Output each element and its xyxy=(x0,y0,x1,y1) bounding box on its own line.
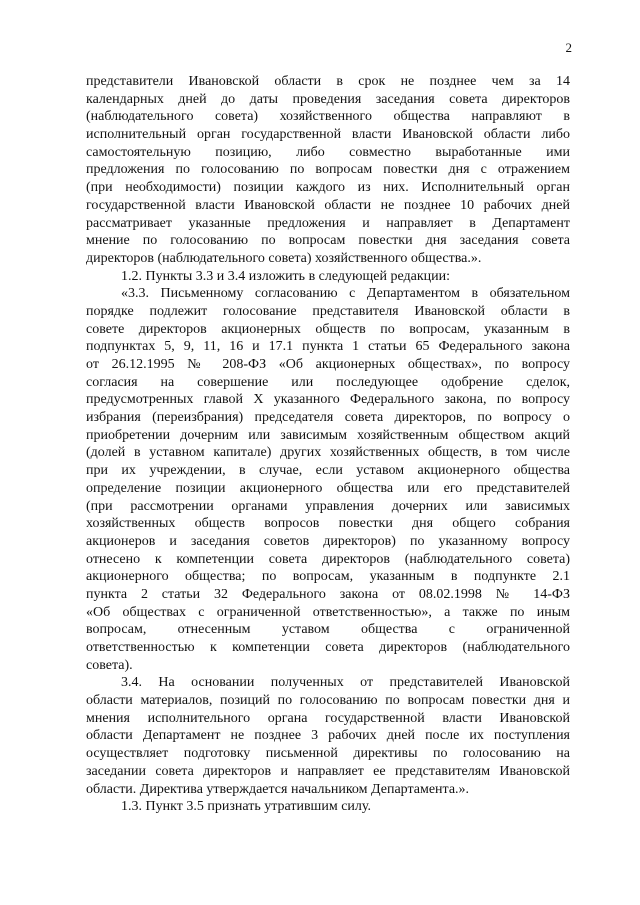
text-line: государственной власти Ивановской области не позднее 10 рабочих дней xyxy=(86,197,570,213)
text-line: предусмотренных главой X указанного Федерального закона, по вопросу xyxy=(86,392,570,408)
document-body xyxy=(86,73,570,816)
text-line: акционерного общества; по вопросам, указанным в подпункте 2.1 xyxy=(86,569,570,585)
paragraph-continuation xyxy=(86,73,570,268)
text-line: календарных дней до даты проведения заседания совета директоров xyxy=(86,91,570,107)
text-line: исполнительный орган государственной власти Ивановской области либо xyxy=(86,127,570,143)
paragraph-item-1-3 xyxy=(86,798,570,816)
text-line: области Департамент не позднее 3 рабочих дней после их поступления xyxy=(86,728,570,744)
text-line: определение позиции акционерного общества или его представителей xyxy=(86,480,570,496)
text-line: хозяйственных обществ вопросов повестки дня общего собрания xyxy=(86,516,570,532)
text-line: области. Директива утверждается начальником Департамента.». xyxy=(86,781,470,797)
text-line: мнения исполнительного органа государственной власти Ивановской xyxy=(86,710,570,726)
text-line: совета). xyxy=(86,657,133,673)
paragraph-clause-3-3 xyxy=(86,285,570,674)
text-line: порядке подлежит голосование представителя Ивановской области в xyxy=(86,303,570,319)
text-line: осуществляет подготовку письменной директивы по голосованию на xyxy=(86,746,570,762)
page-number: 2 xyxy=(565,40,572,55)
text-line: директоров (наблюдательного совета) хозяйственного общества.». xyxy=(86,250,482,266)
text-line: 1.2. Пункты 3.3 и 3.4 изложить в следующей редакции: xyxy=(121,268,451,284)
text-line: акционеров и заседания советов директоров) по указанному вопросу xyxy=(86,533,570,549)
text-line: вопросам, отнесенным уставом общества с ограниченной xyxy=(86,622,570,638)
text-line: совете директоров акционерных обществ по вопросам, указанным в xyxy=(86,321,570,337)
text-line: отнесено к компетенции совета директоров (наблюдательного совета) xyxy=(86,551,570,567)
text-line: мнение по голосованию по вопросам повестки дня заседания совета xyxy=(86,233,570,249)
text-line: (при рассмотрении органами управления дочерних или зависимых xyxy=(86,498,570,514)
text-line: «Об обществах с ограниченной ответственностью», а также по иным xyxy=(86,604,570,620)
text-line: пункта 2 статьи 32 Федерального закона от 08.02.1998 № 14-ФЗ xyxy=(86,586,570,602)
text-line: заседании совета директоров и направляет ее представителям Ивановской xyxy=(86,763,570,779)
text-line: (наблюдательного совета) хозяйственного общества направляют в xyxy=(86,109,570,125)
text-line: предложения по голосованию по вопросам повестки дня с отражением xyxy=(86,162,570,178)
text-line: при их учреждении, в случае, если уставом акционерного общества xyxy=(86,463,570,479)
text-line: подпунктах 5, 9, 11, 16 и 17.1 пункта 1 статьи 65 Федерального закона xyxy=(86,339,570,355)
text-line: согласия на совершение или последующее одобрение сделок, xyxy=(86,374,570,390)
paragraph-item-1-2 xyxy=(86,268,570,286)
text-line: области материалов, позиций по голосованию по вопросам повестки дня и xyxy=(86,693,570,709)
text-line: 3.4. На основании полученных от представителей Ивановской xyxy=(121,675,570,691)
text-line: от 26.12.1995 № 208-ФЗ «Об акционерных обществах», по вопросу xyxy=(86,357,570,372)
text-line: ответственностью к компетенции совета директоров (наблюдательного xyxy=(86,640,570,655)
text-line: «3.3. Письменному согласованию с Департаментом в обязательном xyxy=(121,286,570,302)
text-line: представители Ивановской области в срок не позднее чем за 14 xyxy=(86,74,570,89)
text-line: 1.3. Пункт 3.5 признать утратившим силу. xyxy=(121,799,371,815)
paragraph-clause-3-4 xyxy=(86,674,570,798)
text-line: избрания (переизбрания) председателя совета директоров, по вопросу о xyxy=(86,410,570,426)
text-line: самостоятельную позицию, либо совместно выработанные ими xyxy=(86,144,570,160)
text-line: рассматривает указанные предложения и направляет в Департамент xyxy=(86,215,570,231)
text-line: (долей в уставном капитале) других хозяйственных обществ, в том числе xyxy=(86,445,570,461)
text-line: (при необходимости) позиции каждого из них. Исполнительный орган xyxy=(86,180,570,196)
text-line: приобретении дочерним или зависимым хозяйственным обществом акций xyxy=(86,427,570,443)
